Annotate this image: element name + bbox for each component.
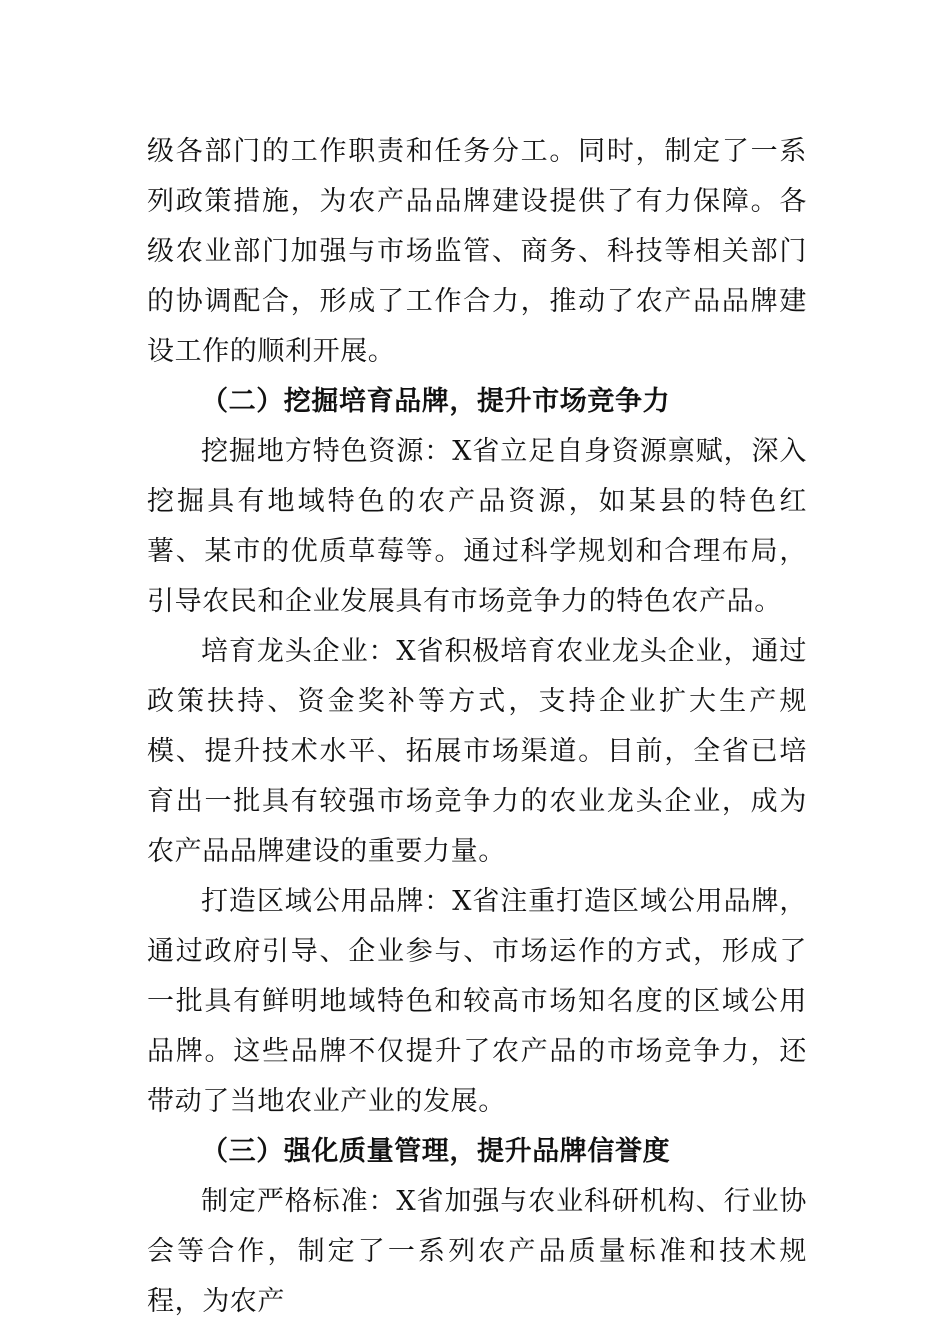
section-heading-2: （二）挖掘培育品牌，提升市场竞争力: [201, 386, 671, 417]
document-body: [147, 127, 807, 1327]
section-heading-3: （三）强化质量管理，提升品牌信誉度: [201, 1136, 671, 1167]
paragraph-regional-brands: 打造区域公用品牌：X省注重打造区域公用品牌，通过政府引导、企业参与、市场运作的方式，形成了一批具有鲜明地域特色和较高市场知名度的区域公用品牌。这些品牌不仅提升了农产品的市场竞争力，还带动了当地农业产业的发展。: [147, 886, 807, 1117]
paragraph-continuation: 级各部门的工作职责和任务分工。同时，制定了一系列政策措施，为农产品品牌建设提供了有力保障。各级农业部门加强与市场监管、商务、科技等相关部门的协调配合，形成了工作合力，推动了农产品品牌建设工作的顺利开展。: [147, 136, 807, 367]
paragraph-leading-enterprises: 培育龙头企业：X省积极培育农业龙头企业，通过政策扶持、资金奖补等方式，支持企业扩大生产规模、提升技术水平、拓展市场渠道。目前，全省已培育出一批具有较强市场竞争力的农业龙头企业，成为农产品品牌建设的重要力量。: [147, 636, 807, 867]
paragraph-quality-standards: 制定严格标准：X省加强与农业科研机构、行业协会等合作，制定了一系列农产品质量标准和技术规程，为农产: [147, 1186, 807, 1317]
paragraph-local-resources: 挖掘地方特色资源：X省立足自身资源禀赋，深入挖掘具有地域特色的农产品资源，如某县的特色红薯、某市的优质草莓等。通过科学规划和合理布局，引导农民和企业发展具有市场竞争力的特色农产品。: [147, 436, 807, 617]
